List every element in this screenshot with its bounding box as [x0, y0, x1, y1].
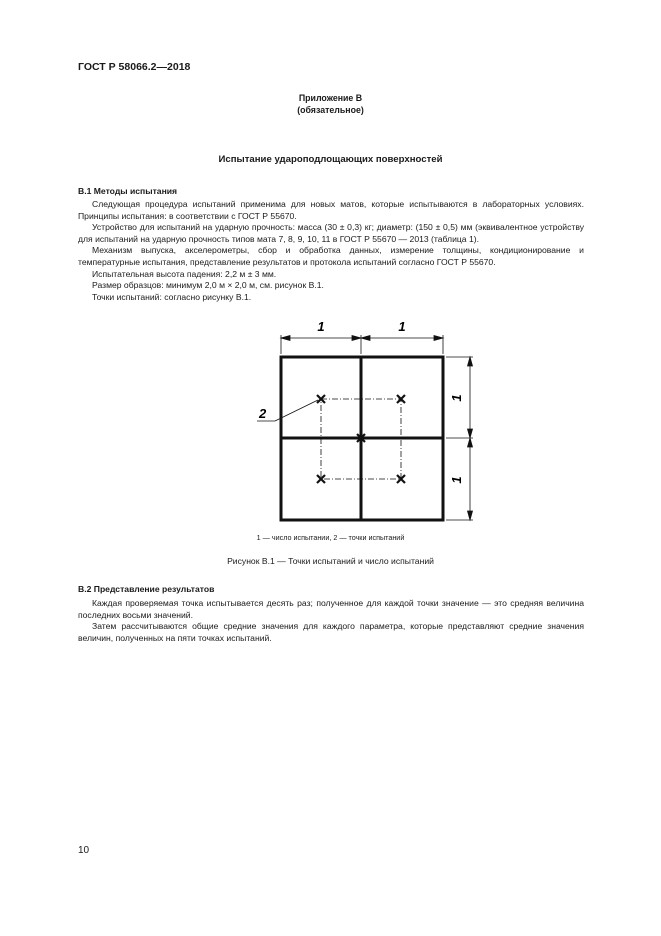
section-b2-body	[78, 598, 584, 644]
right-dimensions	[446, 357, 473, 520]
paragraph: Каждая проверяемая точка испытывается десять раз; полученное для каждой точки значение — это средняя величина последних восьми значений.	[78, 598, 584, 620]
appendix-title: Приложение В	[298, 93, 363, 103]
standard-id: ГОСТ Р 58066.2—2018	[78, 61, 191, 73]
dimension-label: 1	[317, 319, 325, 334]
paragraph: Затем рассчитываются общие средние значения для каждого параметра, которые представляют средние значения величин, полученных на пяти точках испытаний.	[78, 621, 584, 643]
page-title: Испытание удароподлощающих поверхностей	[218, 154, 443, 165]
dimension-label: 1	[398, 319, 406, 334]
paragraph: Испытательная высота падения: 2,2 м ± 3 мм.	[92, 268, 277, 279]
figure-key: 1 — число испытании, 2 — точки испытаний	[256, 533, 405, 542]
paragraph: Следующая процедура испытаний применима для новых матов, которые испытываются в лабораторных условиях. Принципы испытания: в соответствии с ГОСТ Р 55670.	[78, 199, 584, 221]
paragraph: Точки испытаний: согласно рисунку В.1.	[92, 291, 252, 302]
section-b1-heading: В.1 Методы испытания	[78, 186, 178, 196]
paragraph: Устройство для испытаний на ударную прочность: масса (30 ± 0,3) кг; диаметр: (150 ± 0,5) мм (эквивалентное устройству для испытаний на ударную прочность типов мата 7, 8, 9, 10, 11 в ГОСТ Р 55670 — 2013 (таблица 1).	[78, 222, 584, 244]
section-b2-heading: В.2 Представление результатов	[78, 584, 215, 594]
figure-caption: Рисунок В.1 — Точки испытаний и число испытаний	[227, 556, 434, 566]
paragraph: Размер образцов: минимум 2,0 м × 2,0 м, см. рисунок В.1.	[92, 280, 324, 291]
dimension-label: 1	[449, 394, 464, 402]
appendix-status: (обязательное)	[297, 105, 364, 115]
paragraph: Механизм выпуска, акселерометры, сбор и обработка данных, измерение толщины, кондиционирование и температурные испытания, представление результатов и протокола испытаний согласно ГОСТ Р 55670.	[78, 245, 584, 267]
callout-label: 2	[259, 406, 267, 421]
page-number: 10	[78, 845, 90, 856]
top-dimensions	[281, 335, 443, 354]
dimension-label: 1	[449, 476, 464, 484]
